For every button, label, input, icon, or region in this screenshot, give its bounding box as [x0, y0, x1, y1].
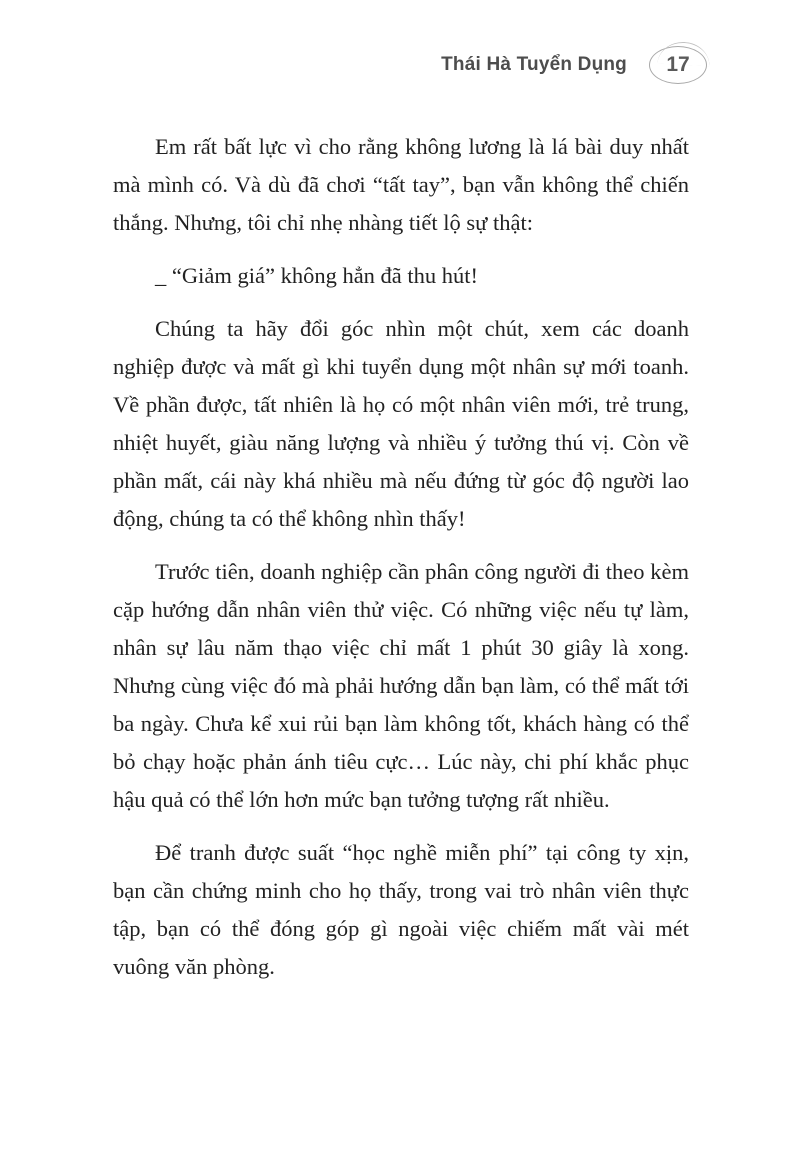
body-text — [113, 128, 689, 1001]
page-number-badge — [649, 46, 707, 84]
paragraph-5: Để tranh được suất “học nghề miễn phí” tại công ty xịn, bạn cần chứng minh cho họ thấy, trong vai trò nhân viên thực tập, bạn có thể đóng góp gì ngoài việc chiếm mất vài mét vuông văn phòng. — [113, 840, 689, 979]
page-header — [0, 46, 707, 84]
paragraph-2-dialogue: _ “Giảm giá” không hẳn đã thu hút! — [155, 263, 479, 288]
running-header-title: Thái Hà Tuyển Dụng — [441, 54, 627, 75]
paragraph-4: Trước tiên, doanh nghiệp cần phân công người đi theo kèm cặp hướng dẫn nhân viên thử việc. Có những việc nếu tự làm, nhân sự lâu năm thạo việc chỉ mất 1 phút 30 giây là xong. Nhưng cùng việc đó mà phải hướng dẫn bạn làm, có thể mất tới ba ngày. Chưa kể xui rủi bạn làm không tốt, khách hàng có thể bỏ chạy hoặc phản ánh tiêu cực… Lúc này, chi phí khắc phục hậu quả có thể lớn hơn mức bạn tưởng tượng rất nhiều. — [113, 559, 689, 812]
paragraph-3: Chúng ta hãy đổi góc nhìn một chút, xem các doanh nghiệp được và mất gì khi tuyển dụng một nhân sự mới toanh. Về phần được, tất nhiên là họ có một nhân viên mới, trẻ trung, nhiệt huyết, giàu năng lượng và nhiều ý tưởng thú vị. Còn về phần mất, cái này khá nhiều mà nếu đứng từ góc độ người lao động, chúng ta có thể không nhìn thấy! — [113, 316, 689, 531]
paragraph-1: Em rất bất lực vì cho rằng không lương là lá bài duy nhất mà mình có. Và dù đã chơi “tất tay”, bạn vẫn không thể chiến thắng. Nhưng, tôi chỉ nhẹ nhàng tiết lộ sự thật: — [113, 134, 689, 235]
page-number: 17 — [666, 53, 690, 76]
